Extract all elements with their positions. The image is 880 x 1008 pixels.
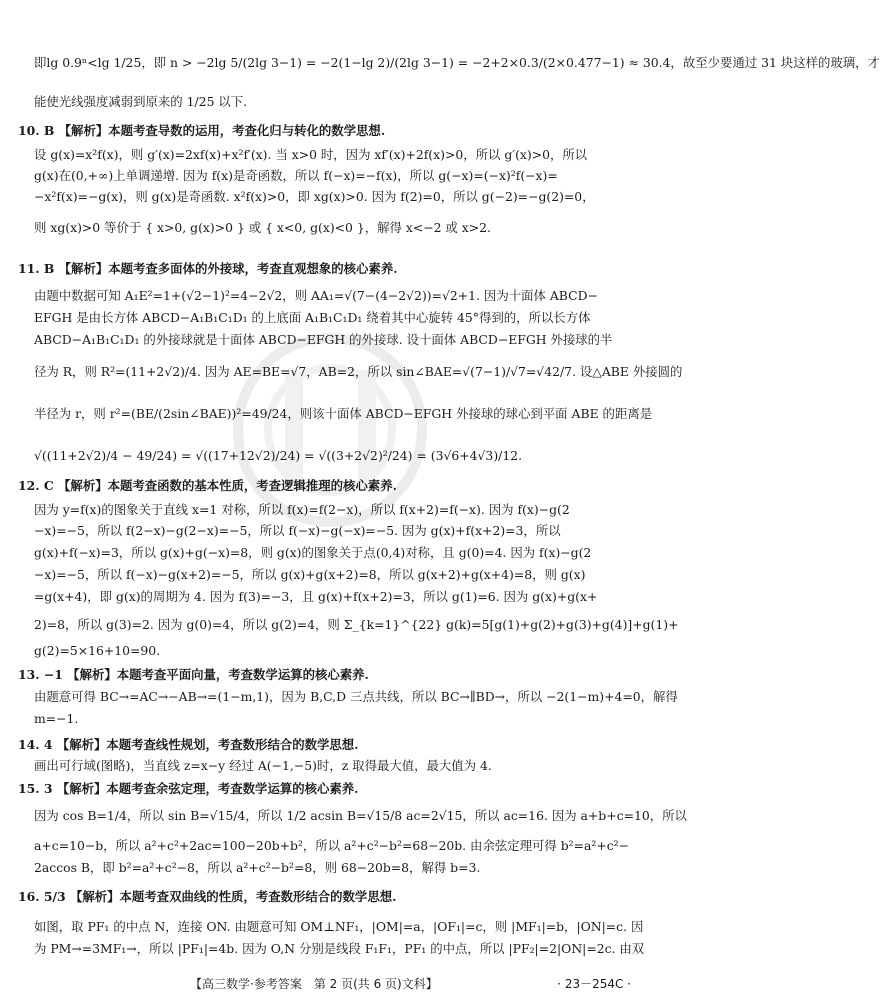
- footer-title: 【高三数学·参考答案 第 2 页(共 6 页)文科】: [190, 977, 438, 991]
- section-heading-12: 12. C 【解析】本题考查函数的基本性质，考查逻辑推理的核心素养.: [18, 478, 397, 493]
- text-line: 2)=8，所以 g(3)=2. 因为 g(0)=4，所以 g(2)=4，则 Σ_{k=1}^{22} g(k)=5[g(1)+g(2)+g(3)+g(4)]+g(1)+: [34, 617, 679, 632]
- text-line: g(x)在(0,+∞)上单调递增. 因为 f(x)是奇函数，所以 f(−x)=−f(x)，所以 g(−x)=(−x)²f(−x)=: [34, 168, 558, 183]
- section-heading-11: 11. B 【解析】本题考查多面体的外接球，考查直观想象的核心素养.: [18, 261, 398, 276]
- text-line: 由题中数据可知 A₁E²=1+(√2−1)²=4−2√2，则 AA₁=√(7−(4−2√2))=√2+1. 因为十面体 ABCD−: [34, 288, 598, 303]
- section-heading-13: 13. −1 【解析】本题考查平面向量，考查数学运算的核心素养.: [18, 667, 369, 682]
- text-line: g(2)=5×16+10=90.: [34, 643, 161, 658]
- text-line: −x)=−5，所以 f(2−x)−g(2−x)=−5，所以 f(−x)−g(−x)=−5. 因为 g(x)+f(x+2)=3，所以: [34, 523, 561, 538]
- text-line: 2accos B，即 b²=a²+c²−8，所以 a²+c²−b²=8，则 68−20b=8，解得 b=3.: [34, 860, 481, 875]
- section-heading-16: 16. 5/3 【解析】本题考查双曲线的性质，考查数形结合的数学思想.: [18, 889, 397, 904]
- section-heading-15: 15. 3 【解析】本题考查余弦定理，考查数学运算的核心素养.: [18, 781, 359, 796]
- text-line: 设 g(x)=x²f(x)，则 g′(x)=2xf(x)+x²f′(x). 当 x>0 时，因为 xf′(x)+2f(x)>0，所以 g′(x)>0，所以: [34, 147, 588, 162]
- text-line: 半径为 r，则 r²=(BE/(2sin∠BAE))²=49/24，则该十面体 ABCD−EFGH 外接球的球心到平面 ABE 的距离是: [34, 406, 653, 421]
- section-heading-10: 10. B 【解析】本题考查导数的运用，考查化归与转化的数学思想.: [18, 123, 386, 138]
- watermark-logo: [230, 330, 430, 530]
- text-line: a+c=10−b，所以 a²+c²+2ac=100−20b+b²，所以 a²+c²−b²=68−20b. 由余弦定理可得 b²=a²+c²−: [34, 838, 630, 853]
- text-line: 即lg 0.9ⁿ<lg 1/25，即 n > −2lg 5/(2lg 3−1) = −2(1−lg 2)/(2lg 3−1) = −2+2×0.3/(2×0.477−1) ≈ 30.4，故至少要通过 31 块这样的玻璃，才: [34, 55, 880, 70]
- text-line: −x²f(x)=−g(x)，则 g(x)是奇函数. x²f(x)>0，即 xg(x)>0. 因为 f(2)=0，所以 g(−2)=−g(2)=0，: [34, 189, 595, 204]
- text-line: 如图，取 PF₁ 的中点 N，连接 ON. 由题意可知 OM⊥NF₁，|OM|=a，|OF₁|=c，则 |MF₁|=b，|ON|=c. 因: [34, 919, 644, 934]
- text-line: √((11+2√2)/4 − 49/24) = √((17+12√2)/24) = √((3+2√2)²/24) = (3√6+4√3)/12.: [34, 448, 523, 463]
- text-line: m=−1.: [34, 711, 79, 726]
- text-line: −x)=−5，所以 f(−x)−g(x+2)=−5，所以 g(x)+g(x+2)=8，所以 g(x+2)+g(x+4)=8，则 g(x): [34, 567, 586, 582]
- section-heading-14: 14. 4 【解析】本题考查线性规划，考查数形结合的数学思想.: [18, 737, 359, 752]
- text-line: 径为 R，则 R²=(11+2√2)/4. 因为 AE=BE=√7，AB=2，所以 sin∠BAE=√(7−1)/√7=√42/7. 设△ABE 外接圆的: [34, 364, 683, 379]
- text-line: ABCD−A₁B₁C₁D₁ 的外接球就是十面体 ABCD−EFGH 的外接球. 设十面体 ABCD−EFGH 外接球的半: [34, 332, 613, 347]
- text-line: 由题意可得 BC→=AC→−AB→=(1−m,1)，因为 B,C,D 三点共线，所以 BC→∥BD→，所以 −2(1−m)+4=0，解得: [34, 689, 678, 704]
- text-line: g(x)+f(−x)=3，所以 g(x)+g(−x)=8，则 g(x)的图象关于点(0,4)对称，且 g(0)=4. 因为 f(x)−g(2: [34, 545, 592, 560]
- text-line: 能使光线强度减弱到原来的 1/25 以下.: [34, 94, 248, 109]
- text-line: 则 xg(x)>0 等价于 { x>0, g(x)>0 } 或 { x<0, g(x)<0 }，解得 x<−2 或 x>2.: [34, 220, 491, 235]
- text-line: =g(x+4)，即 g(x)的周期为 4. 因为 f(3)=−3，且 g(x)+f(x+2)=3，所以 g(1)=6. 因为 g(x)+g(x+: [34, 589, 598, 604]
- text-line: 因为 y=f(x)的图象关于直线 x=1 对称，所以 f(x)=f(2−x)，所以 f(x+2)=f(−x). 因为 f(x)−g(2: [34, 502, 570, 517]
- text-line: EFGH 是由长方体 ABCD−A₁B₁C₁D₁ 的上底面 A₁B₁C₁D₁ 绕着其中心旋转 45°得到的，所以长方体: [34, 310, 591, 325]
- footer-code: · 23－254C ·: [557, 977, 631, 991]
- text-line: 因为 cos B=1/4，所以 sin B=√15/4，所以 1/2 acsin B=√15/8 ac=2√15，所以 ac=16. 因为 a+b+c=10，所以: [34, 808, 687, 823]
- text-line: 为 PM→=3MF₁→，所以 |PF₁|=4b. 因为 O,N 分别是线段 F₁F₁，PF₁ 的中点，所以 |PF₂|=2|ON|=2c. 由双: [34, 941, 645, 956]
- text-line: 画出可行域(图略)，当直线 z=x−y 经过 A(−1,−5)时，z 取得最大值，最大值为 4.: [34, 758, 492, 773]
